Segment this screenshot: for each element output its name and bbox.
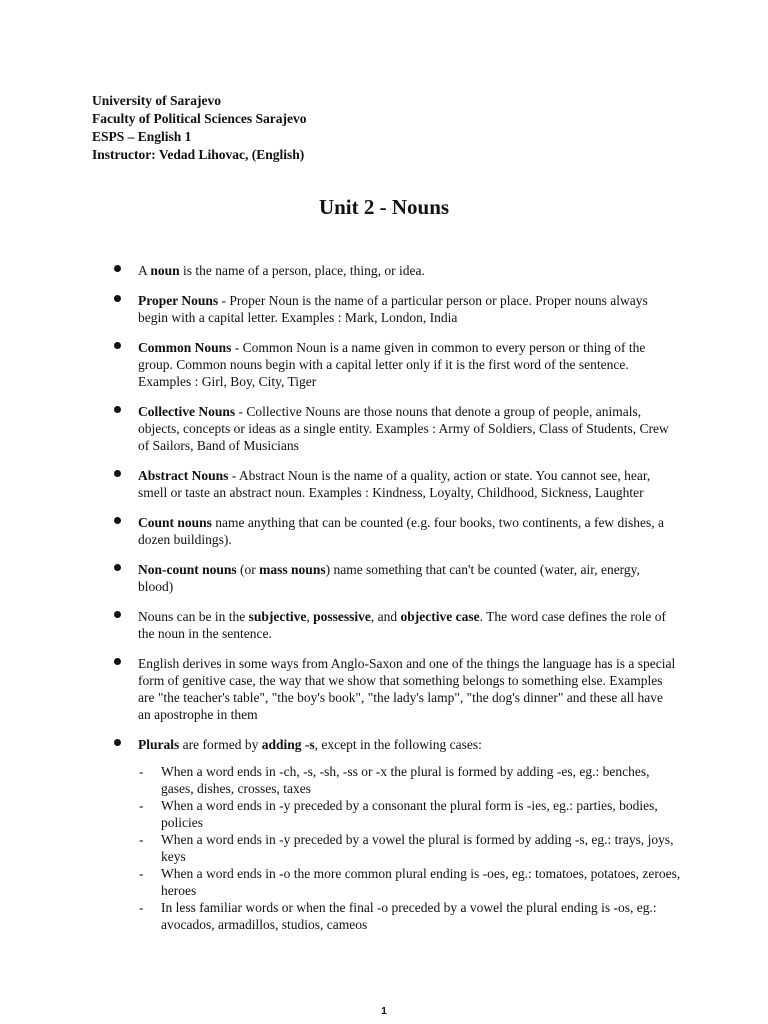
item-text: , except in the following cases: [314, 737, 482, 752]
list-item-text [138, 608, 678, 642]
item-text: - Common Noun is a name given in common to every person or thing of the group. Common nouns begin with a capital letter only if it is the first word of the sentence. Examples : Girl, Boy, City, Tiger [138, 340, 646, 389]
list-item-text [138, 736, 678, 753]
list-item-text [138, 655, 678, 723]
bullet-icon [114, 470, 121, 477]
list-item [0, 514, 768, 548]
list-item [0, 262, 768, 279]
item-term: mass nouns [259, 562, 326, 577]
bullet-icon [114, 517, 121, 524]
list-item-text [138, 467, 678, 501]
item-text: is the name of a person, place, thing, or idea. [179, 263, 425, 278]
list-item [0, 339, 768, 390]
faculty-name: Faculty of Political Sciences Sarajevo [92, 111, 307, 126]
list-item [0, 608, 768, 642]
bullet-list [0, 262, 768, 946]
list-item [0, 655, 768, 723]
list-item [0, 467, 768, 501]
item-text: English derives in some ways from Anglo-Saxon and one of the things the language has is a special form of genitive case, the way that we show that something belongs to something else. Examples are "the teacher's table", "the boy's book", "the lady's lamp", "the dog's dinner" and these all have an apostrophe in them [138, 656, 676, 722]
plural-rule [0, 797, 768, 831]
bullet-icon [114, 739, 121, 746]
dash-icon: - [139, 900, 144, 915]
list-item [0, 403, 768, 454]
item-term: Proper Nouns [138, 293, 219, 308]
item-term: objective case [400, 609, 480, 624]
plural-rule-text: When a word ends in -y preceded by a vowel the plural is formed by adding -s, eg.: trays, joys, keys [161, 832, 674, 864]
university-name: University of Sarajevo [92, 93, 221, 108]
item-text: ) name something that can't be counted (water, air, energy, blood) [138, 562, 640, 594]
plural-rule-text: When a word ends in -y preceded by a consonant the plural form is -ies, eg.: parties, bodies, policies [161, 798, 658, 830]
item-term: possessive [313, 609, 371, 624]
item-term: Collective Nouns [138, 404, 236, 419]
item-text: are formed by [179, 737, 262, 752]
item-text: (or [236, 562, 260, 577]
item-term: adding -s [261, 737, 315, 752]
bullet-icon [114, 658, 121, 665]
item-text: , and [370, 609, 401, 624]
item-term: Plurals [138, 737, 180, 752]
item-term: Common Nouns [138, 340, 232, 355]
dash-icon: - [139, 832, 144, 847]
course-name: ESPS – English 1 [92, 129, 192, 144]
plural-rules-list [0, 763, 768, 933]
list-item-text [138, 292, 678, 326]
list-item [0, 736, 768, 933]
page-number: 1 [381, 1006, 387, 1017]
list-item-text [138, 561, 678, 595]
bullet-icon [114, 564, 121, 571]
item-term: subjective [248, 609, 307, 624]
item-text: - Abstract Noun is the name of a quality, action or state. You cannot see, hear, smell or taste an abstract noun. Examples : Kindness, Loyalty, Childhood, Sickness, Laughter [138, 468, 651, 500]
item-text: name anything that can be counted (e.g. four books, two continents, a few dishes, a dozen buildings). [138, 515, 665, 547]
instructor-name: Instructor: Vedad Lihovac, (English) [92, 147, 305, 162]
bullet-icon [114, 265, 121, 272]
dash-icon: - [139, 764, 144, 779]
plural-rule-text: In less familiar words or when the final -o preceded by a vowel the plural ending is -os, eg.: avocados, armadillos, studios, cameos [161, 900, 657, 932]
bullet-icon [114, 295, 121, 302]
plural-rule [0, 763, 768, 797]
bullet-icon [114, 342, 121, 349]
item-text: A [138, 263, 151, 278]
plural-rule [0, 899, 768, 933]
list-item-text [138, 339, 678, 390]
item-text: . The word case defines the role of the noun in the sentence. [138, 609, 667, 641]
item-text: - Proper Noun is the name of a particular person or place. Proper nouns always begin with a capital letter. Examples : Mark, London, India [138, 293, 648, 325]
list-item [0, 292, 768, 326]
item-term: Count nouns [138, 515, 212, 530]
plural-rule-text: When a word ends in -o the more common plural ending is -oes, eg.: tomatoes, potatoes, zeroes, heroes [161, 866, 681, 898]
item-text: Nouns can be in the [138, 609, 249, 624]
page-title: Unit 2 - Nouns [318, 195, 450, 219]
bullet-icon [114, 611, 121, 618]
item-term: noun [150, 263, 180, 278]
list-item-text [138, 262, 678, 279]
item-term: Abstract Nouns [138, 468, 229, 483]
list-item-text [138, 403, 678, 454]
plural-rule-text: When a word ends in -ch, -s, -sh, -ss or -x the plural is formed by adding -es, eg.: benches, gases, dishes, crosses, taxes [161, 764, 650, 796]
list-item-text [138, 514, 678, 548]
item-term: Non-count nouns [138, 562, 237, 577]
bullet-icon [114, 406, 121, 413]
item-text: - Collective Nouns are those nouns that denote a group of people, animals, objects, concepts or ideas as a single entity. Examples : Army of Soldiers, Class of Students, Crew of Sailors, Band of Musicians [138, 404, 669, 453]
plural-rule [0, 865, 768, 899]
plural-rule [0, 831, 768, 865]
document-header [92, 92, 306, 164]
list-item [0, 561, 768, 595]
dash-icon: - [139, 798, 144, 813]
item-text: , [306, 609, 314, 624]
dash-icon: - [139, 866, 144, 881]
